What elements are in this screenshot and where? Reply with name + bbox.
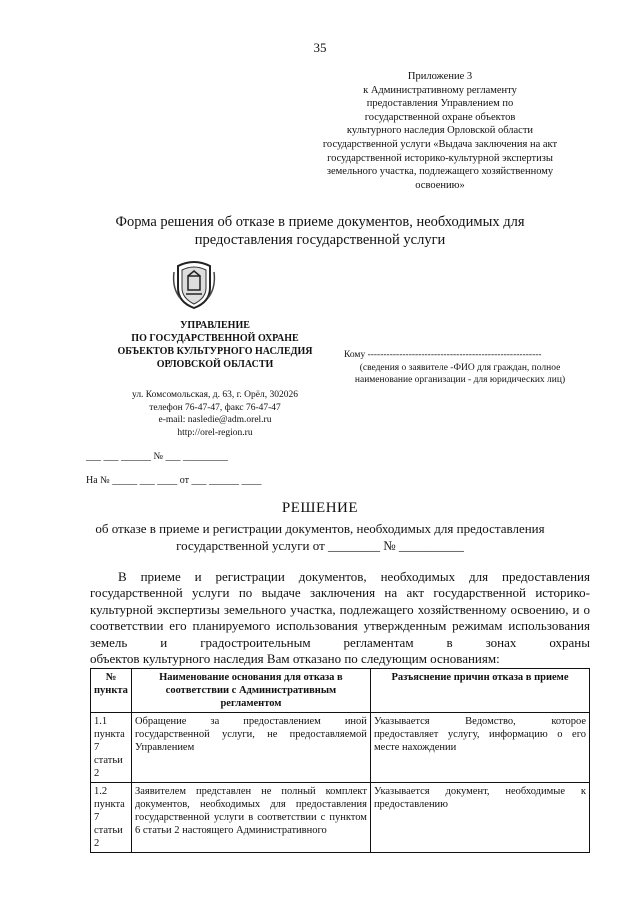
reasons-table	[90, 668, 590, 853]
row-reason: Обращение за предоставлением иной государственной услуги, не предоставляемой Управлением	[131, 713, 370, 783]
table-row	[91, 783, 590, 853]
row-number: 1.1 пункта 7 статьи 2	[91, 713, 132, 783]
incoming-ref: На № _____ ___ ____ от ___ ______ ____	[86, 475, 262, 486]
appendix-block	[300, 70, 580, 192]
row-number: 1.2 пункта 7 статьи 2	[91, 783, 132, 853]
appendix-line: к Административному регламенту	[363, 84, 517, 96]
table-header-row	[91, 669, 590, 713]
appendix-line: государственной охране объектов	[364, 111, 516, 123]
page-number: 35	[313, 40, 327, 55]
body-paragraph: В приеме и регистрации документов, необходимых для предоставления государственной услуги по выдаче заключения на акт государственной историко-культурной экспертизы земельного участка, подлежащего хозяйственному освоению, и о соответствии его планируемого использования утвержденным режимам использования земель и градостроительным регламентам в зонах охраны объектов культурного наследия Вам отказано по следующим основаниям:	[90, 569, 590, 667]
appendix-line: Приложение 3	[407, 71, 473, 82]
outgoing-ref: ___ ___ ______ № ___ _________	[86, 451, 229, 462]
recipient-note: (сведения о заявителе -ФИО для граждан, полное	[359, 362, 561, 373]
appendix-line: государственной услуги «Выдача заключения на акт	[322, 138, 558, 150]
header-reason: Наименование основания для отказа в соответствии с Административным регламентом	[131, 669, 370, 713]
header-explanation: Разъяснение причин отказа в приеме	[370, 669, 589, 713]
recipient-to: Кому -------------------------------------------------------	[344, 350, 542, 360]
appendix-line: государственной историко-культурной экспертизы	[327, 152, 553, 164]
row-explanation: Указывается документ, необходимые к предоставлению	[370, 783, 589, 853]
row-explanation: Указывается Ведомство, которое предоставляет услугу, информацию о его месте нахождении	[370, 713, 589, 783]
organization-contact	[60, 389, 370, 439]
decision-subtitle: об отказе в приеме и регистрации документов, необходимых для предоставления государственной услуги от ________ № __________	[95, 521, 545, 553]
decision-title: РЕШЕНИЕ	[281, 500, 359, 516]
appendix-line: земельного участка, подлежащего хозяйственному	[326, 166, 554, 178]
row-reason: Заявителем представлен не полный комплект документов, необходимых для предоставления государственной услуги в соответствии с пунктом 6 статьи 2 настоящего Административного	[131, 783, 370, 853]
appendix-line: культурного наследия Орловской области	[346, 125, 534, 137]
address: ул. Комсомольская, д. 63, г. Орёл, 302026	[131, 390, 298, 400]
website: http://orel-region.ru	[177, 427, 253, 438]
phone: телефон 76-47-47, факс 76-47-47	[149, 402, 281, 413]
appendix-line: предоставления Управлением по	[366, 98, 514, 110]
recipient-note: наименование организации - для юридических лиц)	[354, 375, 566, 385]
table-row	[91, 713, 590, 783]
header-number: № пункта	[91, 669, 132, 713]
email: e-mail: nasledie@adm.orel.ru	[158, 415, 272, 425]
recipient-block	[330, 349, 590, 387]
appendix-line: освоению»	[415, 179, 465, 191]
coat-of-arms-icon	[172, 258, 216, 310]
organization-name: УПРАВЛЕНИЕ ПО ГОСУДАРСТВЕННОЙ ОХРАНЕ ОБЪЕКТОВ КУЛЬТУРНОГО НАСЛЕДИЯ ОРЛОВСКОЙ ОБЛАСТИ	[117, 320, 313, 370]
form-title: Форма решения об отказе в приеме документов, необходимых для предоставления государственной услуги	[115, 214, 525, 248]
